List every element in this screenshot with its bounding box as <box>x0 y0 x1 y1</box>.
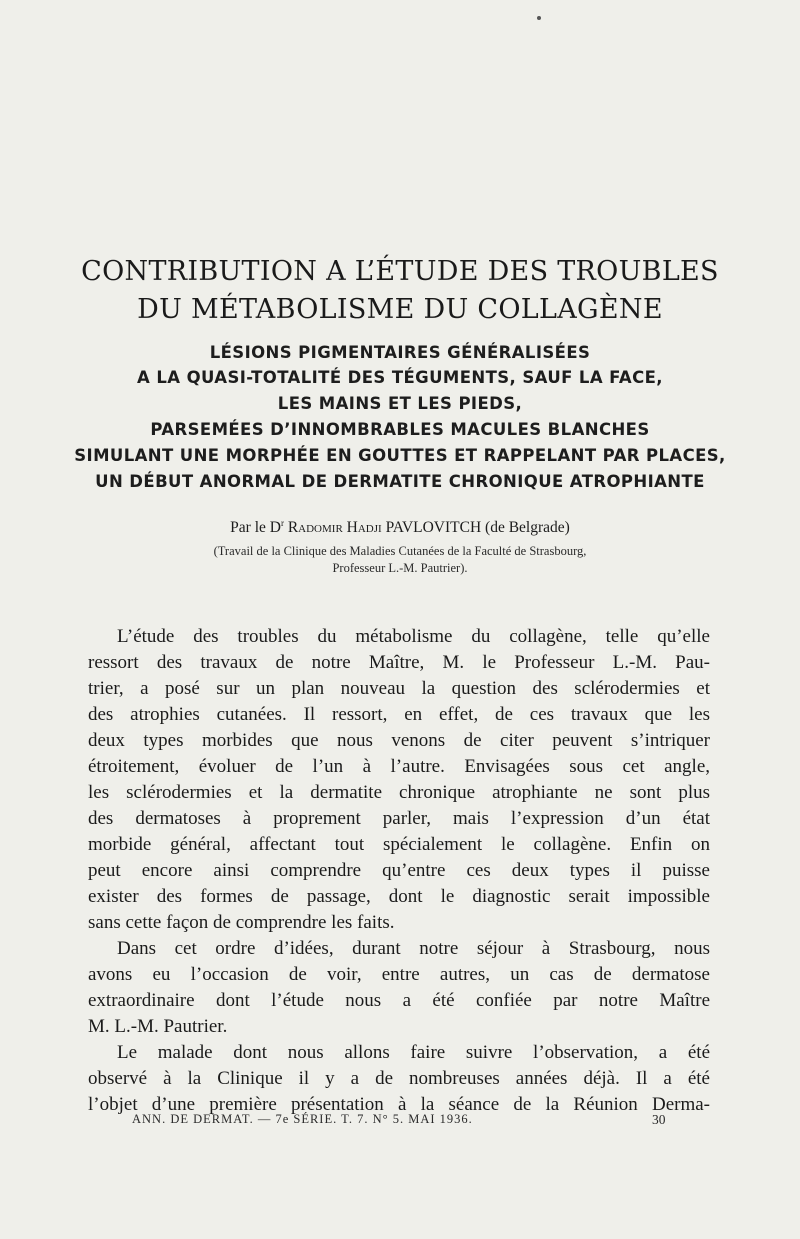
subtitle-line: SIMULANT UNE MORPHÉE EN GOUTTES ET RAPPELANT PAR PLACES, <box>74 446 726 465</box>
body-line: ressort des travaux de notre Maître, M. le Professeur L.-M. Pau- <box>88 652 710 673</box>
author-surname: PAVLOVITCH <box>385 519 482 536</box>
body-line: avons eu l’occasion de voir, entre autres, un cas de dermatose <box>88 964 710 985</box>
body-line: M. L.-M. Pautrier. <box>88 1016 228 1037</box>
body-line: sans cette façon de comprendre les faits. <box>88 912 395 933</box>
page-number: 30 <box>652 1112 666 1127</box>
body-line: les sclérodermies et la dermatite chronique atrophiante ne sont plus <box>88 782 710 803</box>
author-origin: (de Belgrade) <box>485 519 570 536</box>
affiliation-line-2: Professeur L.-M. Pautrier). <box>332 561 468 575</box>
body-line: Le malade dont nous allons faire suivre l’observation, a été <box>117 1042 710 1063</box>
body-line: L’étude des troubles du métabolisme du collagène, telle qu’elle <box>117 626 710 647</box>
byline-prefix: Par le D <box>230 519 281 536</box>
body-line: trier, a posé sur un plan nouveau la question des sclérodermies et <box>88 678 710 699</box>
journal-footer: ANN. DE DERMAT. — 7e SÉRIE. T. 7. N° 5. MAI 1936. <box>132 1112 473 1126</box>
title-line-2: DU MÉTABOLISME DU COLLAGÈNE <box>137 294 663 325</box>
body-line: morbide général, affectant tout spécialement le collagène. Enfin on <box>88 834 710 855</box>
body-line: l’objet d’une première présentation à la séance de la Réunion Derma- <box>88 1094 710 1115</box>
subtitle-line: A LA QUASI-TOTALITÉ DES TÉGUMENTS, SAUF LA FACE, <box>137 368 663 387</box>
subtitle-line: LES MAINS ET LES PIEDS, <box>277 394 523 413</box>
body-line: exister des formes de passage, dont le diagnostic serait impossible <box>88 886 710 907</box>
subtitle-line: PARSEMÉES D’INNOMBRABLES MACULES BLANCHES <box>150 420 650 439</box>
body-line: Dans cet ordre d’idées, durant notre séjour à Strasbourg, nous <box>117 938 710 959</box>
body-line: observé à la Clinique il y a de nombreuses années déjà. Il a été <box>88 1068 710 1089</box>
author-given-names: Radomir Hadji <box>287 519 382 536</box>
title-line-1: CONTRIBUTION A L’ÉTUDE DES TROUBLES <box>81 256 719 287</box>
body-line: des atrophies cutanées. Il ressort, en effet, de ces travaux que les <box>88 704 710 725</box>
body-line: extraordinaire dont l’étude nous a été confiée par notre Maître <box>88 990 710 1011</box>
body-line: peut encore ainsi comprendre qu’entre ces deux types il puisse <box>88 860 710 881</box>
affiliation-line-1: (Travail de la Clinique des Maladies Cutanées de la Faculté de Strasbourg, <box>213 544 587 558</box>
byline-dr-sup: r <box>280 517 284 528</box>
body-line: étroitement, évoluer de l’un à l’autre. Envisagées sous cet angle, <box>88 756 710 777</box>
subtitle-line: UN DÉBUT ANORMAL DE DERMATITE CHRONIQUE ATROPHIANTE <box>95 472 705 491</box>
author-byline <box>40 518 760 538</box>
subtitle-line: LÉSIONS PIGMENTAIRES GÉNÉRALISÉES <box>209 343 591 362</box>
ink-speck <box>537 16 541 20</box>
body-line: des dermatoses à proprement parler, mais l’expression d’un état <box>88 808 710 829</box>
body-line: deux types morbides que nous venons de citer peuvent s’intriquer <box>88 730 710 751</box>
